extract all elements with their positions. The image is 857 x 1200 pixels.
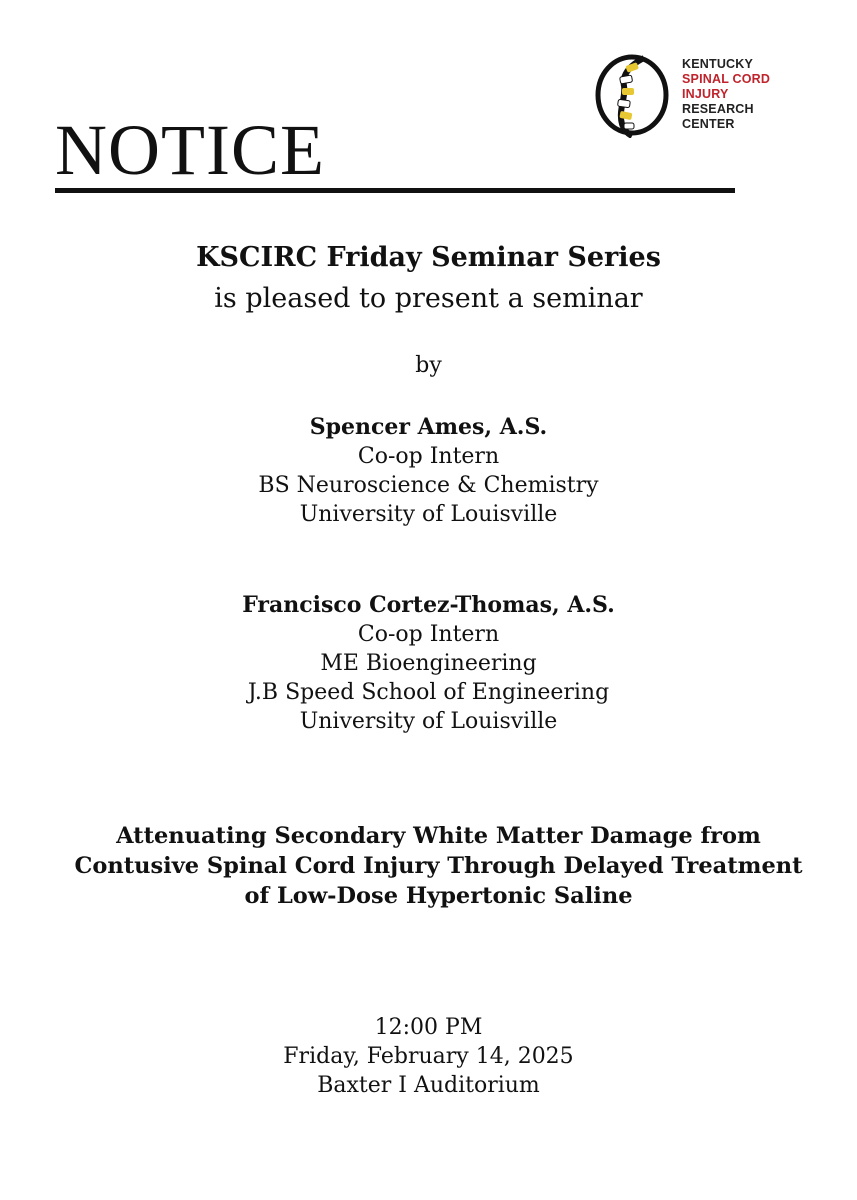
speaker-role: Co-op Intern <box>357 444 500 469</box>
logo-line-injury: INJURY <box>682 87 729 101</box>
speaker-school: J.B Speed School of Engineering <box>247 680 610 705</box>
event-location: Baxter I Auditorium <box>317 1073 540 1098</box>
logo-line-center: CENTER <box>682 117 735 131</box>
speaker-program: BS Neuroscience & Chemistry <box>258 473 599 498</box>
speaker-name: Spencer Ames, A.S. <box>309 414 548 440</box>
speaker-role: Co-op Intern <box>357 622 500 647</box>
speaker-name: Francisco Cortez-Thomas, A.S. <box>242 592 615 618</box>
speaker-institution: University of Louisville <box>299 502 558 527</box>
event-time: 12:00 PM <box>374 1015 483 1040</box>
event-details <box>0 1013 857 1100</box>
logo-text <box>682 57 770 132</box>
speaker-program: ME Bioengineering <box>320 651 537 676</box>
logo-line-research: RESEARCH <box>682 102 754 116</box>
speaker-block <box>0 413 857 529</box>
series-title: KSCIRC Friday Seminar Series <box>196 242 661 273</box>
notice-heading: NOTICE <box>55 112 735 193</box>
event-date: Friday, February 14, 2025 <box>283 1044 574 1069</box>
speaker-institution: University of Louisville <box>299 709 558 734</box>
series-subtitle: is pleased to present a seminar <box>214 283 643 314</box>
talk-title-line: of Low-Dose Hypertonic Saline <box>244 883 633 909</box>
speaker-block <box>0 591 857 736</box>
talk-title-line: Attenuating Secondary White Matter Damage from <box>116 823 761 849</box>
kscirc-logo <box>592 52 812 142</box>
talk-title-line: Contusive Spinal Cord Injury Through Delayed Treatment <box>74 853 803 879</box>
spine-logo-icon <box>592 52 676 138</box>
logo-line-kentucky: KENTUCKY <box>682 57 754 71</box>
talk-title <box>30 821 847 911</box>
by-text: by <box>415 353 442 378</box>
logo-line-spinal-cord: SPINAL CORD <box>682 72 771 86</box>
